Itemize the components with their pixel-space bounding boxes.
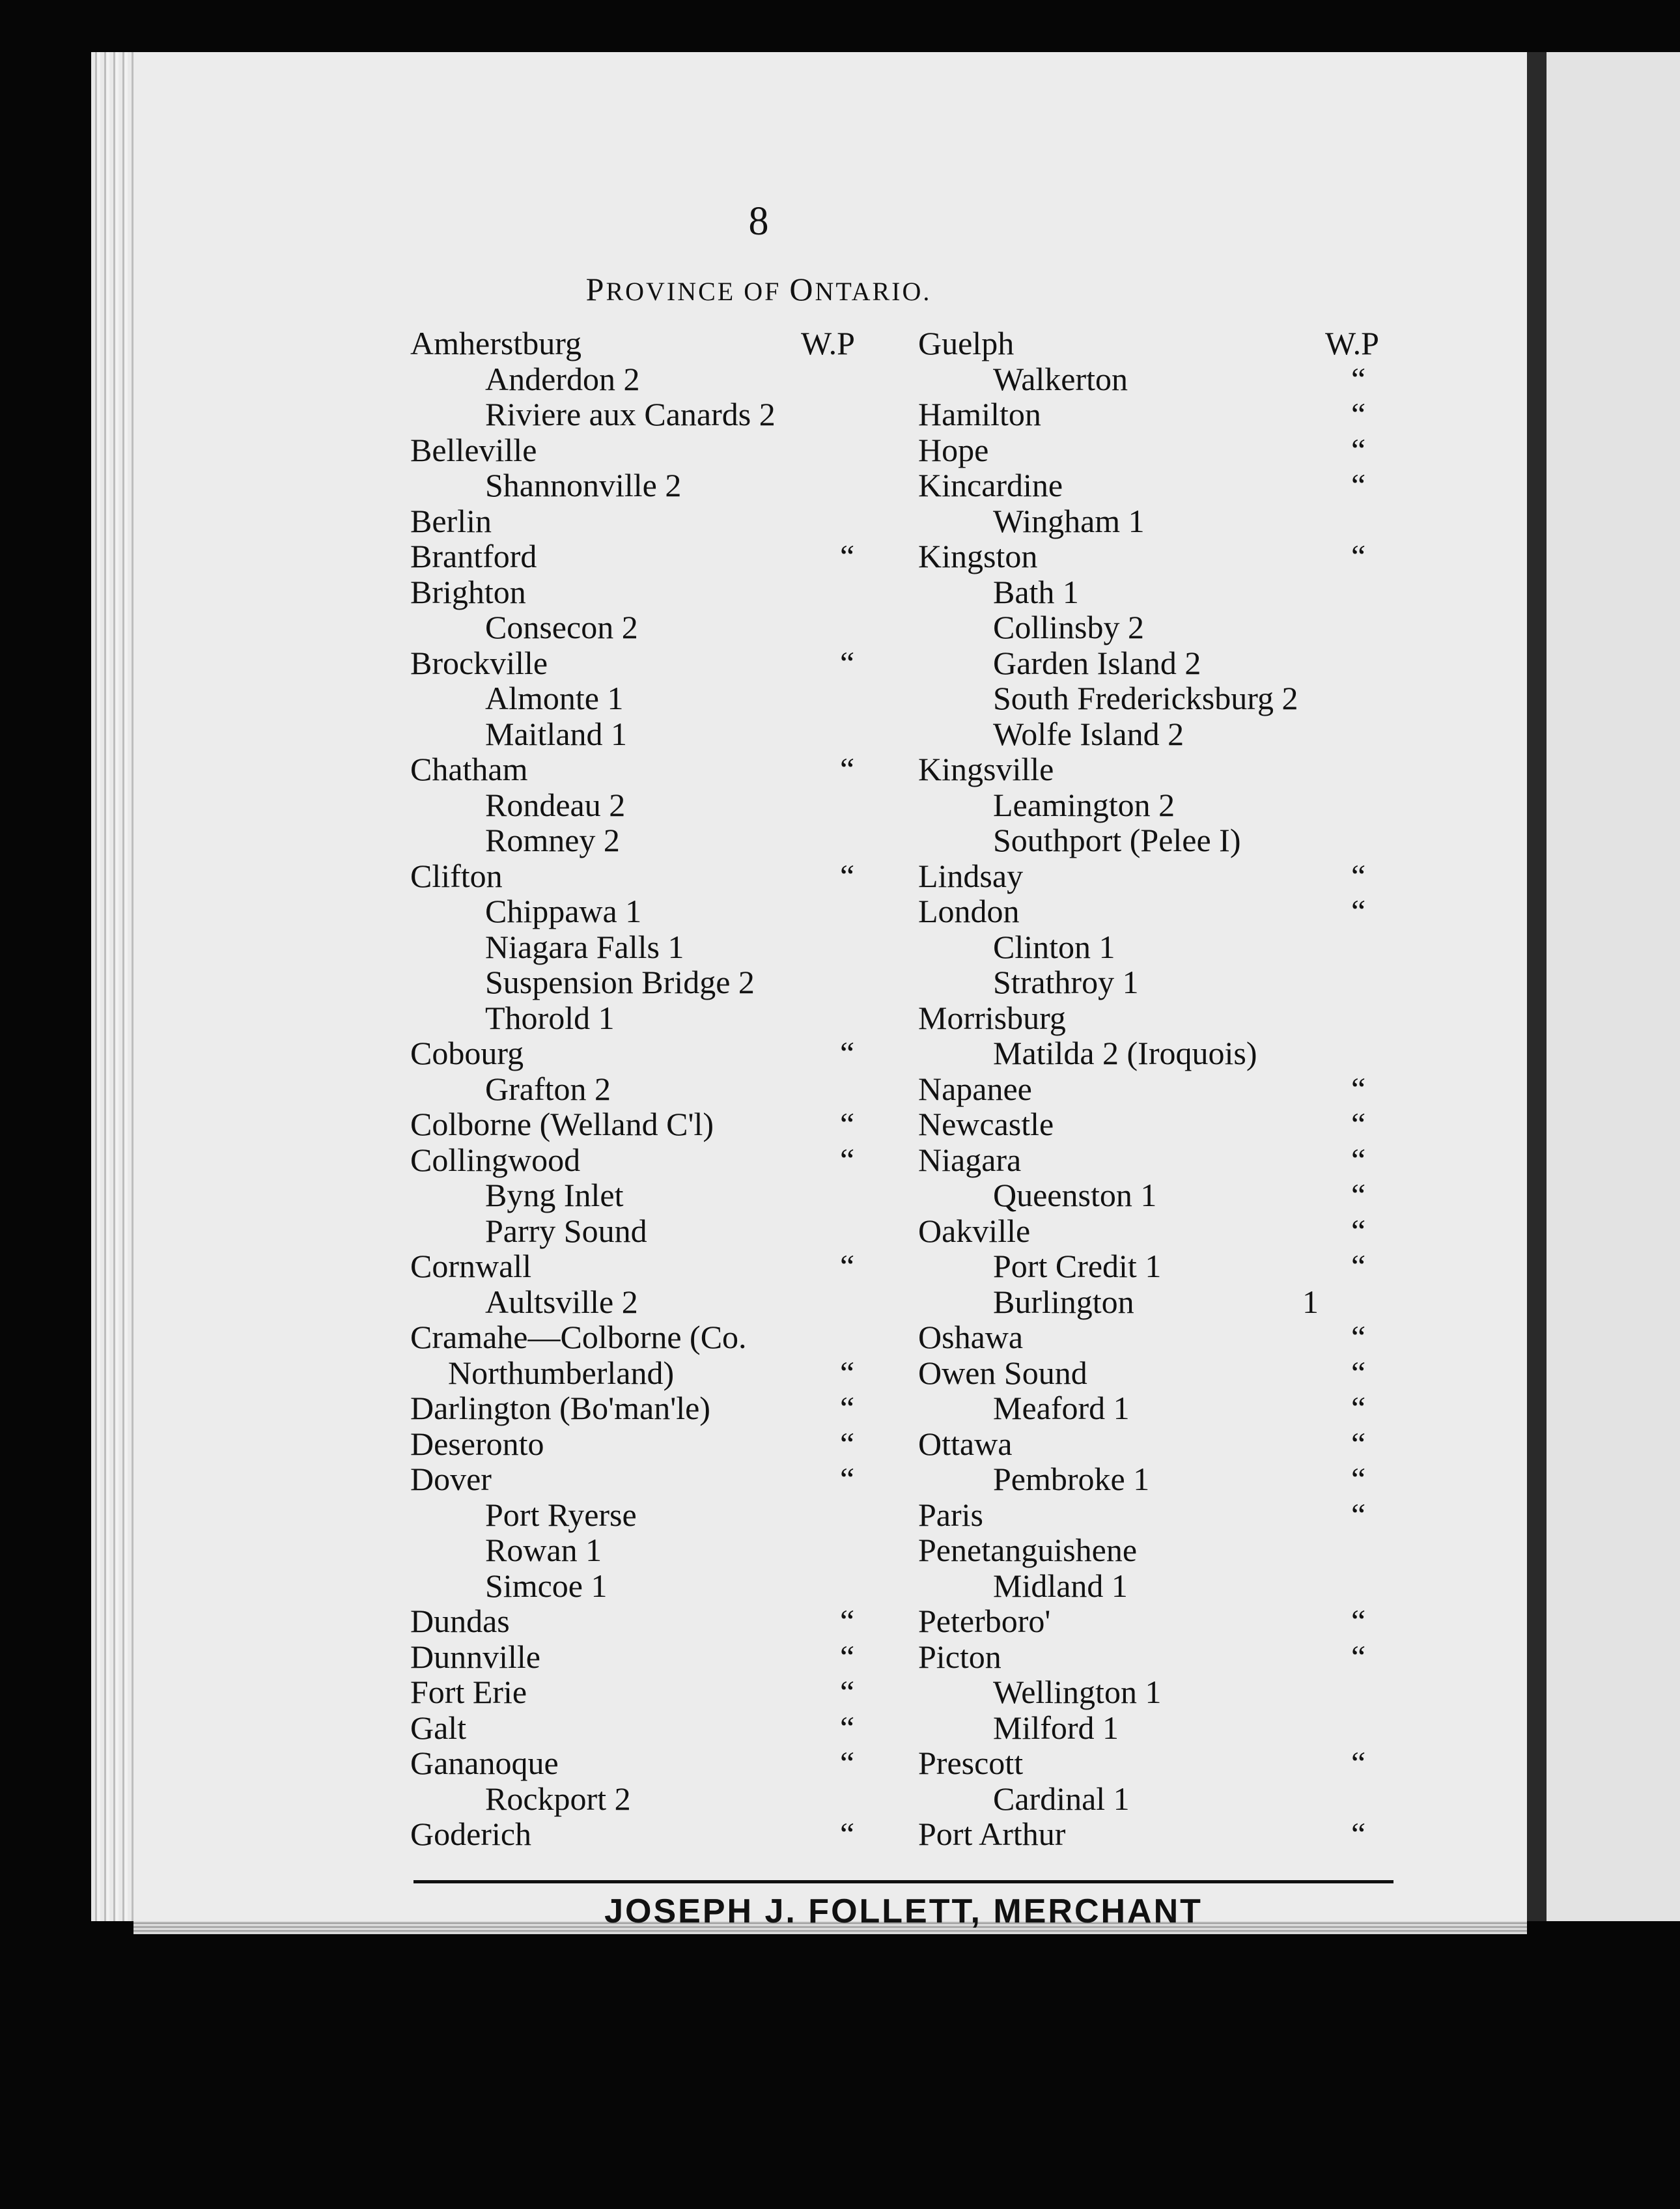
place-name: Penetanguishene bbox=[918, 1532, 1138, 1568]
place-entry bbox=[918, 929, 1413, 965]
place-entry bbox=[918, 1497, 1413, 1533]
place-entry bbox=[410, 1781, 905, 1817]
place-entry bbox=[918, 1355, 1413, 1391]
place-name: Byng Inlet bbox=[485, 1177, 624, 1213]
place-mark: “ bbox=[840, 1035, 855, 1071]
place-name: Brantford bbox=[410, 538, 537, 574]
place-entry bbox=[918, 503, 1413, 539]
place-name: Aultsville 2 bbox=[485, 1283, 638, 1320]
place-entry bbox=[410, 468, 905, 503]
place-entry bbox=[410, 1816, 905, 1852]
place-name: Strathroy 1 bbox=[993, 964, 1139, 1000]
place-entry bbox=[410, 1142, 905, 1178]
place-entry bbox=[918, 716, 1413, 752]
place-entry bbox=[918, 1603, 1413, 1639]
place-mark: “ bbox=[840, 1425, 855, 1462]
footer-merchant: JOSEPH J. FOLLETT, MERCHANT bbox=[604, 1892, 1203, 1930]
place-mark: “ bbox=[1351, 1319, 1366, 1355]
place-name: Matilda 2 (Iroquois) bbox=[993, 1035, 1257, 1071]
place-name: Picton bbox=[918, 1638, 1001, 1675]
place-entry bbox=[410, 1319, 905, 1355]
place-mark: “ bbox=[1351, 467, 1366, 503]
place-mark: W.P bbox=[1325, 325, 1379, 361]
place-entry bbox=[410, 361, 905, 397]
place-name: Darlington (Bo'man'le) bbox=[410, 1390, 710, 1426]
place-name: Cramahe—Colborne (Co. bbox=[410, 1319, 747, 1355]
place-entry bbox=[918, 1284, 1413, 1320]
place-entry bbox=[918, 1071, 1413, 1107]
place-entry bbox=[918, 1674, 1413, 1710]
place-name: Rowan 1 bbox=[485, 1532, 602, 1568]
place-entry bbox=[410, 1071, 905, 1107]
place-name: Walkerton bbox=[993, 360, 1128, 397]
place-mark: “ bbox=[1351, 1354, 1366, 1391]
place-entry bbox=[410, 1568, 905, 1604]
place-mark: “ bbox=[1351, 1603, 1366, 1639]
place-name: Shannonville 2 bbox=[485, 467, 682, 503]
place-entry bbox=[410, 1106, 905, 1142]
place-entry bbox=[918, 645, 1413, 681]
place-name: London bbox=[918, 893, 1020, 929]
place-mark: “ bbox=[1351, 1390, 1366, 1426]
place-name: Brockville bbox=[410, 644, 548, 681]
place-name: Thorold 1 bbox=[485, 999, 615, 1036]
place-name: Garden Island 2 bbox=[993, 644, 1201, 681]
place-name: Berlin bbox=[410, 502, 492, 539]
place-entry bbox=[918, 1639, 1413, 1675]
place-mark: “ bbox=[1351, 1177, 1366, 1213]
place-entry bbox=[410, 432, 905, 468]
page-number: 8 bbox=[748, 199, 769, 244]
place-entry bbox=[918, 610, 1413, 645]
place-name: Kincardine bbox=[918, 467, 1063, 503]
place-mark: W.P bbox=[801, 325, 855, 361]
place-entry bbox=[410, 574, 905, 610]
place-name: Cardinal 1 bbox=[993, 1780, 1130, 1817]
place-name: Guelph bbox=[918, 325, 1015, 361]
place-name: Goderich bbox=[410, 1816, 532, 1852]
place-mark: “ bbox=[840, 1248, 855, 1284]
place-name: Kingsville bbox=[918, 751, 1054, 787]
place-name: Deseronto bbox=[410, 1425, 544, 1462]
place-entry bbox=[918, 1781, 1413, 1817]
place-mark: “ bbox=[1351, 1248, 1366, 1284]
place-entry bbox=[410, 716, 905, 752]
place-mark: “ bbox=[1351, 1212, 1366, 1249]
place-name: Consecon 2 bbox=[485, 609, 638, 645]
place-mark: “ bbox=[1351, 538, 1366, 574]
place-name: Dunnville bbox=[410, 1638, 540, 1675]
place-entry bbox=[918, 326, 1413, 361]
book-spine bbox=[1527, 52, 1547, 1921]
heading-rest-1: ROVINCE OF bbox=[606, 277, 790, 306]
place-name: Wellington 1 bbox=[993, 1674, 1162, 1710]
place-name: Port Arthur bbox=[918, 1816, 1066, 1852]
left-column bbox=[410, 326, 905, 1852]
place-name: Newcastle bbox=[918, 1106, 1054, 1142]
place-name: Southport (Pelee I) bbox=[993, 822, 1241, 858]
place-name: Northumberland) bbox=[448, 1354, 675, 1391]
place-entry bbox=[918, 1710, 1413, 1746]
place-entry bbox=[918, 681, 1413, 716]
place-entry bbox=[918, 1213, 1413, 1249]
place-mark: “ bbox=[840, 644, 855, 681]
place-name: Queenston 1 bbox=[993, 1177, 1157, 1213]
place-entry bbox=[410, 1035, 905, 1071]
place-name: Rockport 2 bbox=[485, 1780, 631, 1817]
place-entry bbox=[918, 361, 1413, 397]
place-name: Almonte 1 bbox=[485, 680, 624, 716]
place-name: Dundas bbox=[410, 1603, 510, 1639]
place-name: Cobourg bbox=[410, 1035, 524, 1071]
place-entry bbox=[918, 574, 1413, 610]
place-entry bbox=[918, 1816, 1413, 1852]
place-name: Meaford 1 bbox=[993, 1390, 1130, 1426]
place-entry bbox=[410, 681, 905, 716]
place-mark: “ bbox=[840, 1354, 855, 1391]
place-mark: “ bbox=[840, 1709, 855, 1746]
place-name: Peterboro' bbox=[918, 1603, 1051, 1639]
place-name: Bath 1 bbox=[993, 573, 1079, 610]
place-name: Owen Sound bbox=[918, 1354, 1087, 1391]
place-mark: “ bbox=[840, 1390, 855, 1426]
place-mark: “ bbox=[1351, 1638, 1366, 1675]
place-name: Brighton bbox=[410, 573, 526, 610]
place-name: Riviere aux Canards 2 bbox=[485, 396, 776, 432]
place-name: Leamington 2 bbox=[993, 786, 1175, 823]
place-name: Galt bbox=[410, 1709, 467, 1746]
place-name: Wingham 1 bbox=[993, 502, 1145, 539]
place-entry bbox=[410, 1497, 905, 1533]
place-entry bbox=[410, 1355, 905, 1391]
place-name: Morrisburg bbox=[918, 999, 1066, 1036]
place-entry bbox=[918, 432, 1413, 468]
place-mark: “ bbox=[840, 751, 855, 787]
place-name: Chatham bbox=[410, 751, 528, 787]
place-mark: “ bbox=[840, 1141, 855, 1178]
place-entry bbox=[410, 1248, 905, 1284]
place-entry bbox=[410, 1639, 905, 1675]
footer-rule bbox=[413, 1880, 1393, 1883]
place-entry bbox=[918, 1461, 1413, 1497]
place-entry bbox=[410, 326, 905, 361]
place-mark: “ bbox=[1351, 1816, 1366, 1852]
place-mark: “ bbox=[840, 538, 855, 574]
place-mark: “ bbox=[1351, 857, 1366, 894]
place-name: Prescott bbox=[918, 1745, 1024, 1781]
place-name: Grafton 2 bbox=[485, 1070, 611, 1107]
place-entry bbox=[918, 539, 1413, 574]
place-entry bbox=[918, 752, 1413, 787]
place-name: Pembroke 1 bbox=[993, 1461, 1150, 1497]
place-entry bbox=[410, 1213, 905, 1249]
page-heading bbox=[133, 270, 1384, 308]
place-name: Collingwood bbox=[410, 1141, 581, 1178]
place-entry bbox=[410, 1532, 905, 1568]
place-name: Collinsby 2 bbox=[993, 609, 1144, 645]
place-mark: “ bbox=[840, 1638, 855, 1675]
place-entry bbox=[918, 1426, 1413, 1462]
place-name: Clinton 1 bbox=[993, 928, 1115, 965]
right-column bbox=[918, 326, 1413, 1852]
place-entry bbox=[918, 893, 1413, 929]
place-entry bbox=[410, 787, 905, 823]
place-mark: 1 bbox=[1302, 1283, 1319, 1320]
place-entry bbox=[410, 1284, 905, 1320]
place-name: Chippawa 1 bbox=[485, 893, 642, 929]
place-name: Amherstburg bbox=[410, 325, 581, 361]
place-mark: “ bbox=[840, 1106, 855, 1142]
heading-initial-1: P bbox=[585, 271, 606, 307]
place-mark: “ bbox=[1351, 1070, 1366, 1107]
place-name: Parry Sound bbox=[485, 1212, 647, 1249]
place-mark: “ bbox=[1351, 1141, 1366, 1178]
place-name: Rondeau 2 bbox=[485, 786, 626, 823]
place-entry bbox=[918, 1390, 1413, 1426]
place-name: Colborne (Welland C'l) bbox=[410, 1106, 714, 1142]
place-entry bbox=[410, 1745, 905, 1781]
place-entry bbox=[410, 893, 905, 929]
heading-initial-2: O bbox=[789, 271, 815, 307]
place-entry bbox=[410, 610, 905, 645]
place-name: South Fredericksburg 2 bbox=[993, 680, 1298, 716]
place-mark: “ bbox=[840, 857, 855, 894]
place-mark: “ bbox=[1351, 1745, 1366, 1781]
place-name: Oshawa bbox=[918, 1319, 1024, 1355]
place-mark: “ bbox=[840, 1674, 855, 1710]
place-name: Burlington bbox=[993, 1283, 1134, 1320]
place-entry bbox=[918, 964, 1413, 1000]
place-name: Paris bbox=[918, 1496, 983, 1533]
place-entry bbox=[918, 1319, 1413, 1355]
place-name: Maitland 1 bbox=[485, 715, 628, 752]
place-name: Port Ryerse bbox=[485, 1496, 637, 1533]
place-entry bbox=[410, 1674, 905, 1710]
place-mark: “ bbox=[840, 1603, 855, 1639]
place-entry bbox=[918, 1532, 1413, 1568]
place-entry bbox=[410, 1710, 905, 1746]
place-entry bbox=[410, 858, 905, 894]
place-name: Ottawa bbox=[918, 1425, 1013, 1462]
place-entry bbox=[410, 1461, 905, 1497]
place-entry bbox=[410, 964, 905, 1000]
place-entry bbox=[918, 823, 1413, 858]
place-name: Dover bbox=[410, 1461, 492, 1497]
place-entry bbox=[410, 1177, 905, 1213]
place-name: Kingston bbox=[918, 538, 1038, 574]
place-name: Niagara bbox=[918, 1141, 1022, 1178]
place-mark: “ bbox=[1351, 1461, 1366, 1497]
place-name: Oakville bbox=[918, 1212, 1031, 1249]
place-name: Romney 2 bbox=[485, 822, 620, 858]
place-name: Cornwall bbox=[410, 1248, 532, 1284]
place-entry bbox=[410, 397, 905, 432]
place-entry bbox=[918, 1248, 1413, 1284]
place-name: Hamilton bbox=[918, 396, 1041, 432]
place-entry bbox=[410, 1603, 905, 1639]
place-name: Lindsay bbox=[918, 857, 1024, 894]
place-entry bbox=[410, 503, 905, 539]
place-name: Hope bbox=[918, 431, 989, 468]
place-entry bbox=[410, 645, 905, 681]
place-name: Milford 1 bbox=[993, 1709, 1119, 1746]
place-name: Suspension Bridge 2 bbox=[485, 964, 755, 1000]
place-mark: “ bbox=[1351, 893, 1366, 929]
place-entry bbox=[918, 1142, 1413, 1178]
place-entry bbox=[410, 1000, 905, 1036]
place-name: Clifton bbox=[410, 857, 503, 894]
place-name: Napanee bbox=[918, 1070, 1032, 1107]
place-entry bbox=[918, 397, 1413, 432]
opposite-page bbox=[1547, 52, 1680, 1921]
place-name: Port Credit 1 bbox=[993, 1248, 1162, 1284]
place-name: Anderdon 2 bbox=[485, 360, 640, 397]
place-entry bbox=[410, 752, 905, 787]
place-name: Fort Erie bbox=[410, 1674, 527, 1710]
place-name: Gananoque bbox=[410, 1745, 559, 1781]
place-entry bbox=[410, 1390, 905, 1426]
place-mark: “ bbox=[1351, 1496, 1366, 1533]
place-mark: “ bbox=[1351, 1106, 1366, 1142]
place-entry bbox=[918, 1000, 1413, 1036]
place-entry bbox=[918, 468, 1413, 503]
place-mark: “ bbox=[1351, 1425, 1366, 1462]
place-name: Wolfe Island 2 bbox=[993, 715, 1184, 752]
place-mark: “ bbox=[1351, 360, 1366, 397]
place-mark: “ bbox=[840, 1461, 855, 1497]
place-entry bbox=[918, 1568, 1413, 1604]
place-entry bbox=[918, 1106, 1413, 1142]
place-mark: “ bbox=[1351, 431, 1366, 468]
place-name: Simcoe 1 bbox=[485, 1567, 608, 1604]
place-entry bbox=[918, 787, 1413, 823]
place-entry bbox=[410, 929, 905, 965]
place-entry bbox=[410, 823, 905, 858]
place-mark: “ bbox=[1351, 396, 1366, 432]
place-name: Niagara Falls 1 bbox=[485, 928, 684, 965]
place-entry bbox=[410, 539, 905, 574]
place-entry bbox=[410, 1426, 905, 1462]
place-name: Belleville bbox=[410, 431, 537, 468]
place-entry bbox=[918, 1177, 1413, 1213]
place-entry bbox=[918, 1745, 1413, 1781]
place-name: Midland 1 bbox=[993, 1567, 1128, 1604]
place-mark: “ bbox=[840, 1816, 855, 1852]
place-mark: “ bbox=[840, 1745, 855, 1781]
place-entry bbox=[918, 858, 1413, 894]
heading-rest-2: NTARIO. bbox=[815, 277, 932, 306]
place-entry bbox=[918, 1035, 1413, 1071]
